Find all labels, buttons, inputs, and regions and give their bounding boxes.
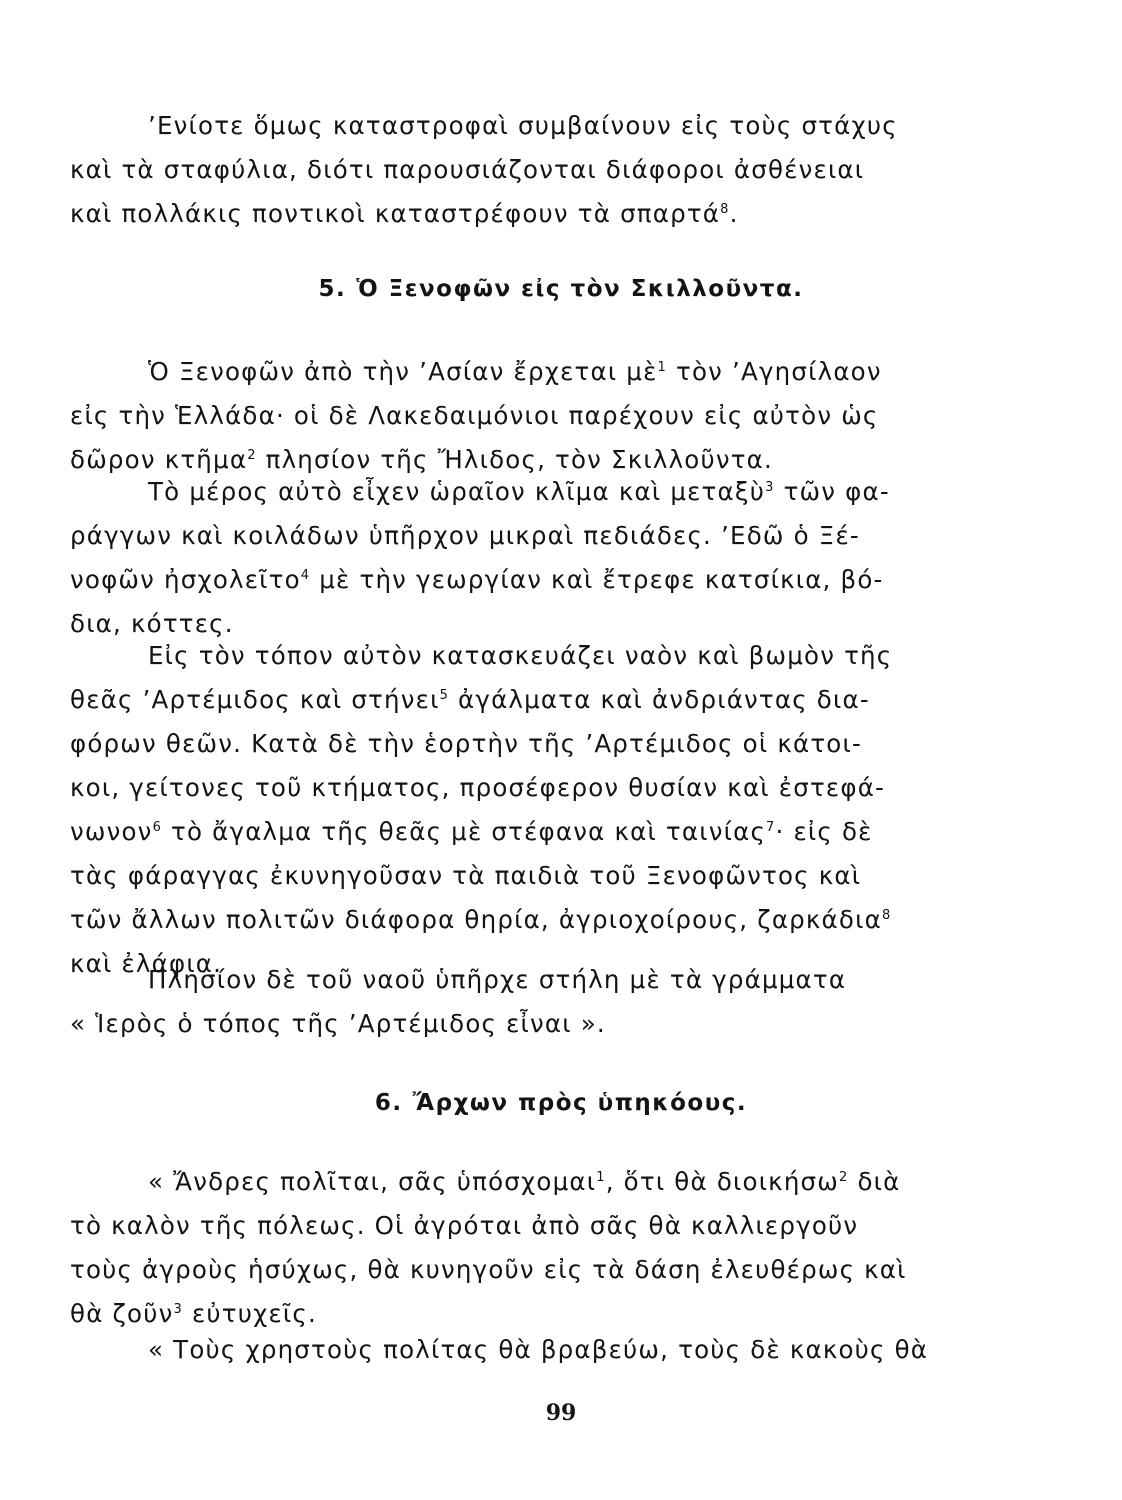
text-line: κοι, γείτονες τοῦ κτήματος, προσέφερον θυσίαν καὶ ἐστεφά- [70,773,886,802]
paragraph [70,958,997,1046]
text-run: τὸν ’Αγησίλαον [667,357,882,386]
text-line: εἰς τὴν Ἑλλάδα· οἱ δὲ Λακεδαιμόνιοι παρέχουν εἰς αὐτὸν ὡς [70,401,879,430]
text-run: · εἰς δὲ [775,817,873,846]
text-run: θὰ ζοῦν [70,1299,174,1328]
footnote-ref: 8 [881,907,892,923]
text-run: εὐτυχεῖς. [183,1299,317,1328]
footnote-ref: 7 [766,819,776,835]
section-number: 6. [374,1090,403,1116]
text-run: τῶν ἄλλων πολιτῶν διάφορα θηρία, ἀγριοχοίρους, ζαρκάδια [70,905,882,934]
text-line [70,678,997,722]
paragraph [70,470,997,646]
text-line: τὸ καλὸν τῆς πόλεως. Οἱ ἀγρόται ἀπὸ σᾶς θὰ καλλιεργοῦν [70,1211,859,1240]
footnote-ref: 3 [173,1301,183,1317]
text-run: , ὅτι θὰ διοικήσω [605,1167,839,1196]
paragraph [70,1328,997,1372]
footnote-ref: 2 [247,447,257,463]
text-run: διὰ [848,1167,901,1196]
text-run: Ὁ Ξενοφῶν ἀπὸ τὴν ’Ασίαν ἔρχεται μὲ [148,357,658,386]
section-title: Ὁ Ξενοφῶν εἰς τὸν Σκιλλοῦντα. [356,276,804,302]
footnote-ref: 4 [300,567,311,583]
text-line [70,470,997,514]
text-run: νωνον [70,817,153,846]
text-run: καὶ πολλάκις ποντικοὶ καταστρέφουν τὰ σπαρτά [70,199,721,228]
text-run: πλησίον τῆς Ἤλιδος, τὸν Σκιλλοῦντα. [256,445,774,474]
footnote-ref: 1 [596,1169,606,1185]
page-number: 99 [545,1400,577,1426]
paragraph-intro [70,104,997,236]
text-run: « Ἄνδρες πολῖται, σᾶς ὑπόσχομαι [148,1167,597,1196]
text-line: « Τοὺς χρηστοὺς πολίτας θὰ βραβεύω, τοὺς δὲ κακοὺς θὰ [148,1335,929,1364]
text-line: καὶ ἐλάφια. [70,949,223,978]
footnote-ref: 6 [152,819,163,835]
text-run: μὲ τὴν γεωργίαν καὶ ἔτρεφε κατσίκια, βό- [310,565,884,594]
text-run: νοφῶν ἠσχολεῖτο [70,565,301,594]
text-line [70,192,997,236]
text-line [70,558,997,602]
text-line: « Ἱερὸς ὁ τόπος τῆς ’Αρτέμιδος εἶναι ». [70,1009,606,1038]
text-line: τοὺς ἀγροὺς ἡσύχως, θὰ κυνηγοῦν εἰς τὰ δάση ἐλευθέρως καὶ [70,1255,907,1284]
text-line: Εἰς τὸν τόπον αὐτὸν κατασκευάζει ναὸν καὶ βωμὸν τῆς [148,641,893,670]
text-run: τὸ ἄγαλμα τῆς θεᾶς μὲ στέφανα καὶ ταινίας [162,817,767,846]
section-title: Ἄρχων πρὸς ὑπηκόους. [412,1090,748,1116]
text-run: θεᾶς ’Αρτέμιδος καὶ στήνει [70,685,440,714]
footnote-ref: 2 [839,1169,849,1185]
text-line: δια, κόττες. [70,609,234,638]
text-run: ἀγάλματα καὶ ἀνδριάντας δια- [449,685,870,714]
section-heading-6 [0,1090,1122,1116]
text-run: τῶν φα- [774,477,890,506]
footnote-ref: 1 [657,359,668,375]
paragraph [70,1160,997,1336]
text-line [70,810,997,854]
section-heading-5 [0,276,1122,302]
text-line: ράγγων καὶ κοιλάδων ὑπῆρχον μικραὶ πεδιάδες. ’Εδῶ ὁ Ξέ- [70,521,860,550]
text-line: φόρων θεῶν. Κατὰ δὲ τὴν ἑορτὴν τῆς ’Αρτέμιδος οἱ κάτοι- [70,729,863,758]
text-line: ’Ενίοτε ὅμως καταστροφαὶ συμβαίνουν εἰς τοὺς στάχυς [148,111,898,140]
text-run: Τὸ μέρος αὐτὸ εἶχεν ὡραῖον κλῖμα καὶ μεταξὺ [148,477,766,506]
paragraph [70,634,997,986]
text-line [70,1160,997,1204]
text-line: Πλησίον δὲ τοῦ ναοῦ ὑπῆρχε στήλη μὲ τὰ γράμματα [148,965,847,994]
text-line [70,898,997,942]
text-run: δῶρον κτῆμα [70,445,248,474]
text-line: καὶ τὰ σταφύλια, διότι παρουσιάζονται διάφοροι ἀσθένειαι [70,155,865,184]
footnote-ref: 5 [439,687,450,703]
footnote-ref: 8 [720,201,730,217]
text-line: τὰς φάραγγας ἐκυνηγοῦσαν τὰ παιδιὰ τοῦ Ξενοφῶντος καὶ [70,861,862,890]
text-line [70,350,997,394]
section-number: 5. [318,276,347,302]
footnote-ref: 3 [765,479,775,495]
text-run: . [729,199,739,228]
paragraph [70,350,997,482]
